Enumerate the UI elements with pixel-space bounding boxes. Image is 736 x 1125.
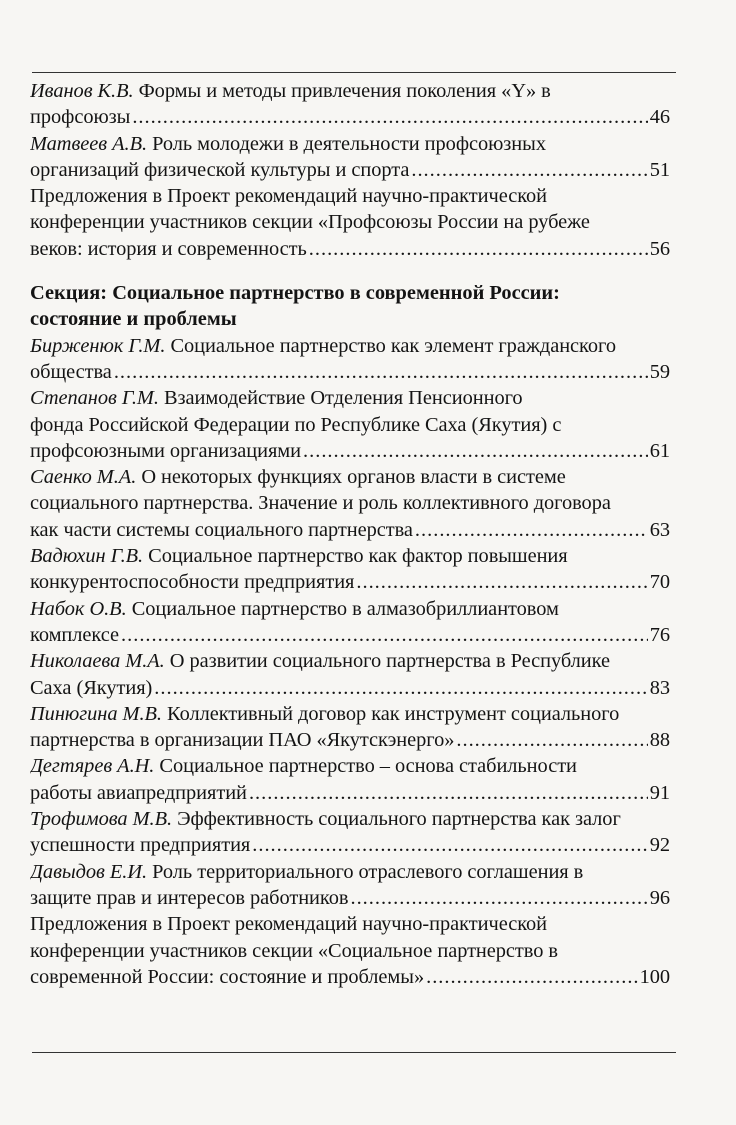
leader-dots [350, 885, 647, 911]
leader-dots [456, 727, 647, 753]
toc-title-last: партнерства в организации ПАО «Якутскэнерго» [30, 729, 455, 752]
toc-author: Саенко М.А. [30, 466, 137, 489]
toc-title-last: Саха (Якутия) [30, 676, 153, 699]
page-number: 51 [649, 158, 670, 181]
toc-author: Вадюхин Г.В. [30, 545, 144, 568]
toc-entry[interactable] [30, 464, 670, 543]
page-number: 56 [649, 237, 670, 260]
toc-title: О некоторых функциях органов власти в системе [141, 466, 566, 489]
page-number: 83 [649, 676, 670, 699]
toc-title: Эффективность социального партнерства как залог [177, 808, 621, 831]
leader-dots [249, 780, 648, 806]
page-number: 70 [649, 571, 670, 594]
toc-entry[interactable] [30, 701, 670, 754]
toc-group [30, 78, 670, 262]
section-heading: Секция: Социальное партнерство в современной России: [30, 282, 560, 305]
toc-title: Социальное партнерство в алмазобриллиантовом [131, 597, 559, 620]
toc-author: Николаева М.А. [30, 650, 165, 673]
leader-dots [411, 157, 647, 183]
bottom-rule [32, 1052, 676, 1053]
toc-title: Социальное партнерство как фактор повышения [148, 545, 568, 568]
toc-entry[interactable] [30, 131, 670, 184]
toc-entry[interactable] [30, 648, 670, 701]
toc-title-last: современной России: состояние и проблемы» [30, 965, 425, 988]
page-number: 46 [649, 106, 670, 129]
toc-title: Предложения в Проект рекомендаций научно-практической [30, 185, 548, 208]
page-number: 59 [649, 360, 670, 383]
top-rule [32, 72, 676, 73]
toc-title-last: профсоюзы [30, 106, 131, 129]
page-number: 63 [649, 518, 670, 541]
toc-title: Формы и методы привлечения поколения «Y» в [138, 80, 551, 102]
toc-author: Матвеев А.В. [30, 132, 148, 155]
leader-dots [426, 964, 637, 990]
toc-title: конференции участников секции «Социальное партнерство в [30, 939, 559, 962]
toc-author: Иванов К.В. [30, 80, 134, 102]
toc-author: Дегтярев А.Н. [30, 755, 155, 778]
toc-entry[interactable] [30, 543, 670, 596]
leader-dots [356, 569, 647, 595]
toc-entry[interactable] [30, 911, 670, 990]
toc-entry[interactable] [30, 596, 670, 649]
page-number: 92 [649, 834, 670, 857]
section-heading: состояние и проблемы [30, 308, 237, 331]
toc-author: Пинюгина М.В. [30, 702, 162, 725]
toc-title-last: как части системы социального партнерства [30, 518, 413, 541]
toc-title-last: общества [30, 360, 112, 383]
toc-title-last: работы авиапредприятий [30, 781, 247, 804]
toc-title: Предложения в Проект рекомендаций научно-практической [30, 913, 548, 936]
page-number: 100 [639, 965, 670, 988]
toc-author: Степанов Г.М. [30, 387, 159, 410]
toc-entry[interactable] [30, 385, 670, 464]
page-number: 88 [649, 729, 670, 752]
leader-dots [309, 236, 648, 262]
toc-entry[interactable] [30, 183, 670, 262]
page-number: 61 [649, 439, 670, 462]
toc-title: Взаимодействие Отделения Пенсионного [163, 387, 523, 410]
toc-title-last: конкурентоспособности предприятия [30, 571, 355, 594]
toc-title: Роль молодежи в деятельности профсоюзных [152, 132, 546, 155]
toc-title: Социальное партнерство как элемент гражданского [170, 334, 616, 357]
toc-title: Социальное партнерство – основа стабильности [159, 755, 577, 778]
toc-title-last: профсоюзными организациями [30, 439, 302, 462]
toc-title: О развитии социального партнерства в Республике [169, 650, 611, 673]
toc-title: Роль территориального отраслевого соглашения в [152, 860, 584, 883]
toc-author: Набок О.В. [30, 597, 127, 620]
leader-dots [114, 359, 648, 385]
toc-title-last: комплексе [30, 623, 120, 646]
toc-author: Давыдов Е.И. [30, 860, 148, 883]
toc-author: Трофимова М.В. [30, 808, 173, 831]
toc-title-last: защите прав и интересов работников [30, 886, 349, 909]
toc-entry[interactable] [30, 753, 670, 806]
page-number: 76 [649, 623, 670, 646]
toc-entry[interactable] [30, 806, 670, 859]
leader-dots [121, 622, 648, 648]
toc-entry[interactable] [30, 333, 670, 386]
leader-dots [303, 438, 648, 464]
toc-author: Бирженюк Г.М. [30, 334, 166, 357]
toc-title-last: веков: история и современность [30, 237, 307, 260]
leader-dots [132, 104, 647, 130]
toc-entry[interactable] [30, 78, 670, 131]
toc-title: Коллективный договор как инструмент социального [167, 702, 620, 725]
page-number: 96 [649, 886, 670, 909]
leader-dots [154, 675, 647, 701]
table-of-contents [30, 78, 670, 990]
page-number: 91 [649, 781, 670, 804]
toc-entry[interactable] [30, 859, 670, 912]
toc-title: фонда Российской Федерации по Республике Саха (Якутия) с [30, 413, 562, 436]
toc-title: социального партнерства. Значение и роль коллективного договора [30, 492, 611, 515]
leader-dots [252, 832, 647, 858]
toc-title: конференции участников секции «Профсоюзы России на рубеже [30, 211, 590, 234]
toc-section [30, 280, 670, 990]
toc-title-last: организаций физической культуры и спорта [30, 158, 410, 181]
toc-title-last: успешности предприятия [30, 834, 251, 857]
leader-dots [415, 517, 648, 543]
